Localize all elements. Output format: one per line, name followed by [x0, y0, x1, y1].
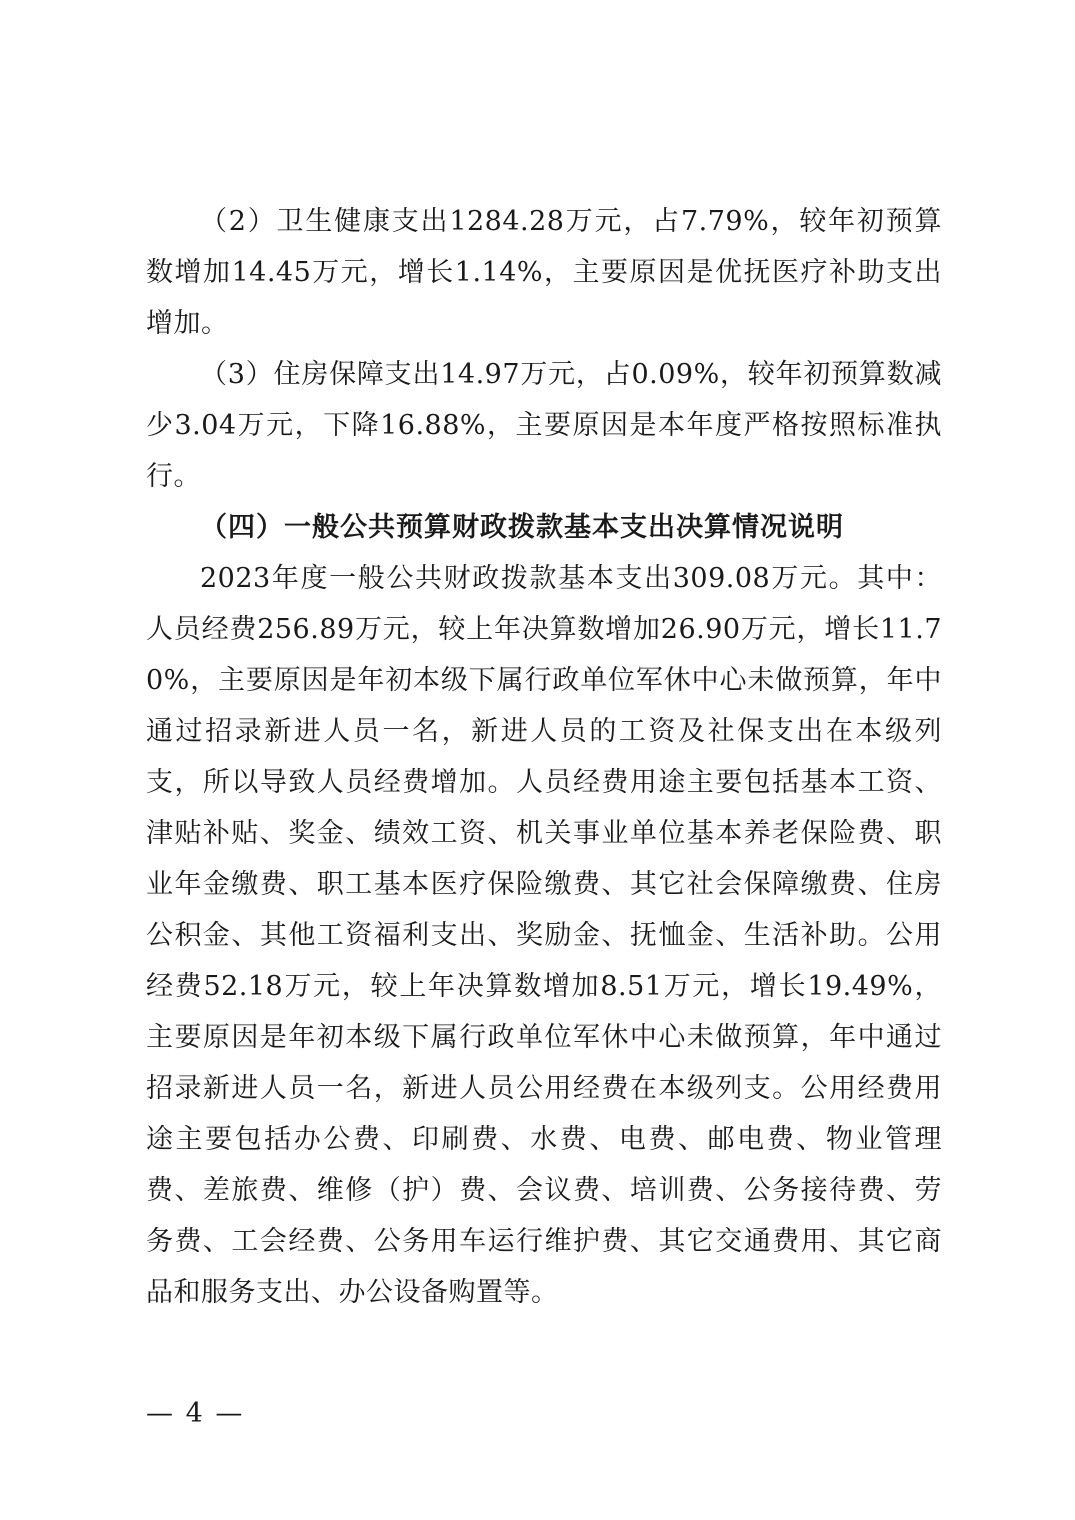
paragraph-housing-expenditure: （3）住房保障支出14.97万元，占0.09%，较年初预算数减少3.04万元，下降16.88%，主要原因是本年度严格按照标准执行。: [146, 359, 942, 492]
paragraph-basic-expenditure: 2023年度一般公共财政拨款基本支出309.08万元。其中：人员经费256.89万元，较上年决算数增加26.90万元，增长11.70%，主要原因是年初本级下属行政单位军休中心未做预算，年中通过招录新进人员一名，新进人员的工资及社保支出在本级列支，所以导致人员经费增加。人员经费用途主要包括基本工资、津贴补贴、奖金、绩效工资、机关事业单位基本养老保险费、职业年金缴费、职工基本医疗保险缴费、其它社会保障缴费、住房公积金、其他工资福利支出、奖励金、抚恤金、生活补助。公用经费52.18万元，较上年决算数增加8.51万元，增长19.49%，主要原因是年初本级下属行政单位军休中心未做预算，年中通过招录新进人员一名，新进人员公用经费在本级列支。公用经费用途主要包括办公费、印刷费、水费、电费、邮电费、物业管理费、差旅费、维修（护）费、会议费、培训费、公务接待费、劳务费、工会经费、公务用车运行维护费、其它交通费用、其它商品和服务支出、办公设备购置等。: [146, 563, 942, 1308]
paragraph-health-expenditure: （2）卫生健康支出1284.28万元，占7.79%，较年初预算数增加14.45万元，增长1.14%，主要原因是优抚医疗补助支出增加。: [146, 206, 942, 339]
section-heading-basic-expenditure: （四）一般公共预算财政拨款基本支出决算情况说明: [200, 512, 844, 543]
document-body: [146, 196, 942, 1318]
page-number: — 4 —: [146, 1398, 245, 1429]
